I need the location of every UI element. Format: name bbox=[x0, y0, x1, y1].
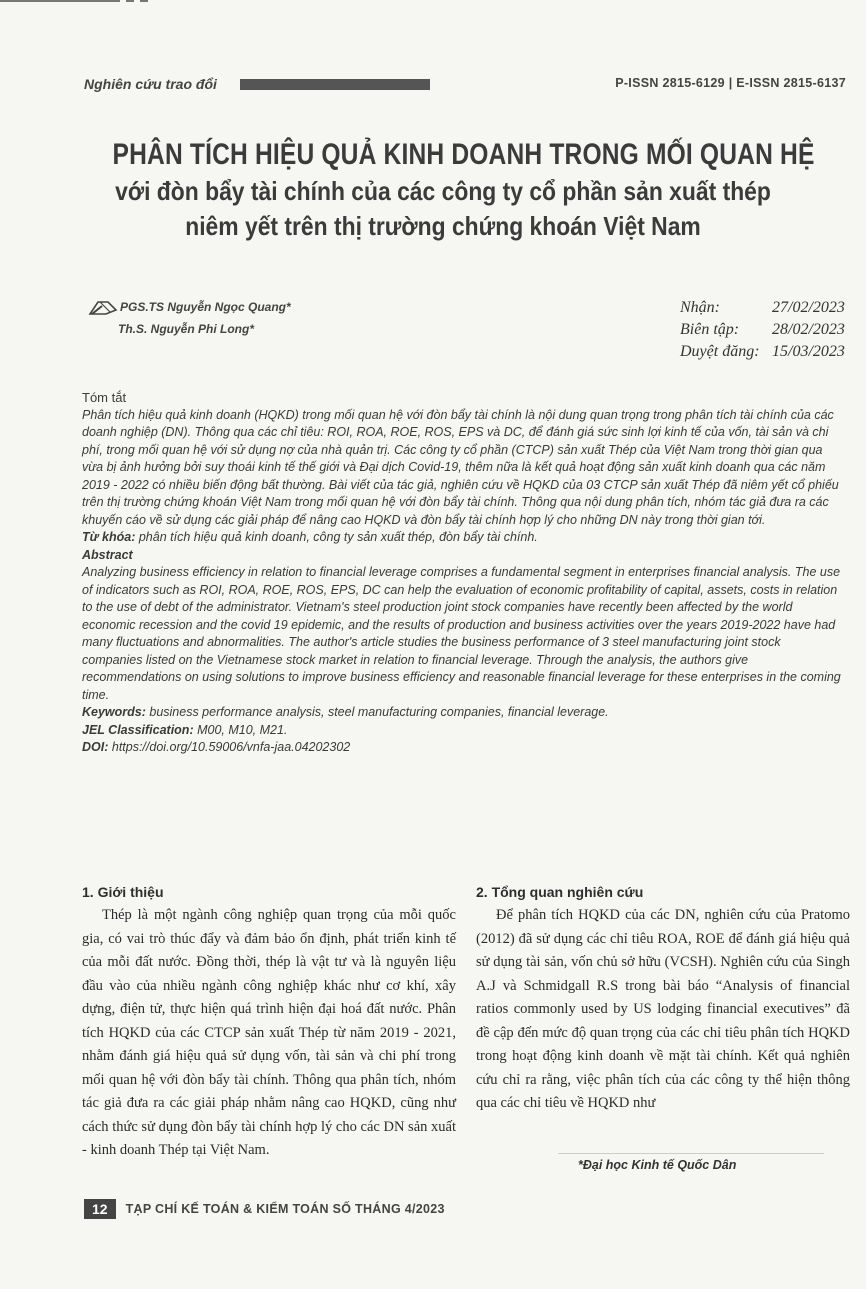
date-label: Biên tập: bbox=[680, 321, 740, 338]
section-intro bbox=[82, 884, 456, 1163]
date-received bbox=[680, 297, 845, 319]
author-row bbox=[88, 296, 291, 318]
en-keywords-label: Keywords: bbox=[82, 705, 146, 719]
en-keywords bbox=[82, 704, 844, 722]
date-value: 27/02/2023 bbox=[772, 299, 845, 316]
article-dates bbox=[680, 297, 845, 363]
jel-label: JEL Classification: bbox=[82, 722, 194, 737]
date-value: 28/02/2023 bbox=[772, 321, 845, 338]
date-edited bbox=[680, 319, 845, 341]
title-line-3: niêm yết trên thị trường chứng khoán Việt Nam bbox=[185, 211, 701, 241]
date-approved bbox=[680, 341, 845, 363]
affiliation-rule bbox=[558, 1153, 824, 1154]
date-value: 15/03/2023 bbox=[772, 343, 845, 360]
vi-keywords-label: Từ khóa: bbox=[82, 530, 136, 544]
author-affiliation: *Đại học Kinh tế Quốc Dân bbox=[578, 1158, 737, 1172]
journal-name: TẠP CHÍ KẾ TOÁN & KIỂM TOÁN SỐ THÁNG 4/2023 bbox=[125, 1202, 445, 1216]
doi-link[interactable]: https://doi.org/10.59006/vnfa-jaa.04202302 bbox=[108, 740, 351, 754]
title-line-2: với đòn bẩy tài chính của các công ty cổ phần sản xuất thép bbox=[115, 176, 771, 206]
vi-keywords bbox=[82, 529, 844, 547]
date-label: Nhận: bbox=[680, 299, 720, 316]
page-footer bbox=[84, 1198, 445, 1220]
jel-codes: M00, M10, M21. bbox=[193, 722, 288, 737]
en-keywords-text: business performance analysis, steel manufacturing companies, financial leverage. bbox=[145, 705, 609, 719]
author-1: PGS.TS Nguyễn Ngọc Quang* bbox=[120, 300, 291, 314]
section-literature bbox=[476, 884, 850, 1116]
top-rule bbox=[0, 0, 160, 4]
issn: P-ISSN 2815-6129 | E-ISSN 2815-6137 bbox=[615, 76, 846, 90]
en-abstract-heading: Abstract bbox=[82, 547, 133, 562]
section-1-heading: 1. Giới thiệu bbox=[82, 884, 164, 900]
author-row bbox=[88, 318, 291, 340]
date-label: Duyệt đăng: bbox=[680, 343, 760, 360]
pen-icon bbox=[88, 298, 118, 316]
page-header bbox=[84, 76, 846, 96]
section-1-text: Thép là một ngành công nghiệp quan trọng của mỗi quốc gia, có vai trò thúc đẩy và đảm bảo ổn định, phát triển kinh tế của mỗi đất nước. Đồng thời, thép là vật tư và là nguyên liệu đầu vào của nhiều ngành công nghiệp khác như cơ khí, xây dựng, điện tử, thực hiện quá trình hiện đại hoá đất nước. Phân tích HQKD của các CTCP sản xuất Thép từ năm 2019 - 2021, nhằm đánh giá hiệu quả sử dụng vốn, tài sản và chi phí trong mối quan hệ với đòn bẩy tài chính. Thông qua phân tích, nhóm tác giả đưa ra các giải pháp nhằm nâng cao HQKD, cũng như cách thức sử dụng đòn bẩy tài chính hợp lý cho các DN sản xuất - kinh doanh Thép tại Việt Nam. bbox=[82, 907, 456, 1158]
author-2: Th.S. Nguyễn Phi Long* bbox=[118, 322, 254, 336]
doi bbox=[82, 739, 844, 757]
section-2-heading: 2. Tổng quan nghiên cứu bbox=[476, 884, 644, 900]
vi-abstract-text: Phân tích hiệu quả kinh doanh (HQKD) trong mối quan hệ với đòn bẩy tài chính là nội dung quan trọng trong phân tích tài chính của các doanh nghiệp (DN). Thông qua các chỉ tiêu: ROI, ROA, ROE, ROS, EPS và DC, để đánh giá sức sinh lợi kinh tế của vốn, tài sản và chi phí, trong mối quan hệ với sử dụng nợ của nhà quản trị. Các công ty cổ phần (CTCP) sản xuất Thép của Việt Nam trong thời gian qua vừa bị ảnh hưởng bởi suy thoái kinh tế thế giới và Đại dịch Covid-19, thêm nữa là kết quả hoạt động sản xuất kinh doanh qua các năm 2019 - 2022 có nhiều biến động bất thường. Bài viết của tác giả, nghiên cứu về HQKD của 03 CTCP sản xuất Thép đã niêm yết cổ phiếu trên thị trường chứng khoán Việt Nam trong mối quan hệ với đòn bẩy tài chính. Thông qua nội dung phân tích, nhóm tác giả đưa ra các khuyến cáo về sử dụng các giải pháp để nâng cao HQKD và đòn bẩy tài chính hợp lý cho những DN này trong thời gian tới. bbox=[82, 407, 839, 527]
section-2-text: Để phân tích HQKD của các DN, nghiên cứu của Pratomo (2012) đã sử dụng các chỉ tiêu ROA, ROE để đánh giá hiệu quả sử dụng tài sản, vốn chủ sở hữu (VCSH). Nghiên cứu của Singh A.J và Schmidgall R.S trong bài báo “Analysis of financial ratios commonly used by US lodging financial executives” đã đề cập đến mức độ quan trọng của các chỉ tiêu phân tích HQKD trong hoạt động kinh doanh về mặt tài chính. Kết quả nghiên cứu chỉ ra rằng, việc phân tích của các công ty thể hiện thông qua các chỉ tiêu về HQKD như bbox=[476, 907, 850, 1111]
title-line-1: PHÂN TÍCH HIỆU QUẢ KINH DOANH TRONG MỐI QUAN HỆ bbox=[112, 138, 815, 171]
abstract-block bbox=[82, 389, 844, 757]
article-title bbox=[40, 138, 846, 242]
en-abstract-text: Analyzing business efficiency in relation to financial leverage comprises a fundamental segment in enterprises financial analysis. The use of indicators such as ROI, ROA, ROE, ROS, EPS, DC can help the evaluation of economic profitability of capital, assets, costs in relation to the use of debt of the administrator. Vietnam's steel production joint stock companies have recently been affected by the world economic recession and the covid 19 epidemic, and the results of production and business activities over the years 2019-2022 have had many fluctuations and abnormalities. The author's article studies the business performance of 3 steel manufacturing joint stock companies listed on the Vietnamese stock market in relation to financial leverage. Through the analysis, the authors give recommendations on using solutions to improve business efficiency and reasonable financial leverage for these enterprises in the coming time. bbox=[82, 565, 841, 702]
section-label: Nghiên cứu trao đổi bbox=[84, 76, 217, 92]
page-number: 12 bbox=[84, 1199, 116, 1219]
header-bar bbox=[240, 79, 430, 90]
jel-classification bbox=[82, 722, 844, 740]
doi-label: DOI: bbox=[82, 740, 109, 754]
vi-abstract-heading: Tóm tắt bbox=[82, 390, 127, 405]
vi-keywords-text: phân tích hiệu quả kinh doanh, công ty sản xuất thép, đòn bẩy tài chính. bbox=[135, 530, 538, 544]
authors bbox=[88, 296, 291, 340]
